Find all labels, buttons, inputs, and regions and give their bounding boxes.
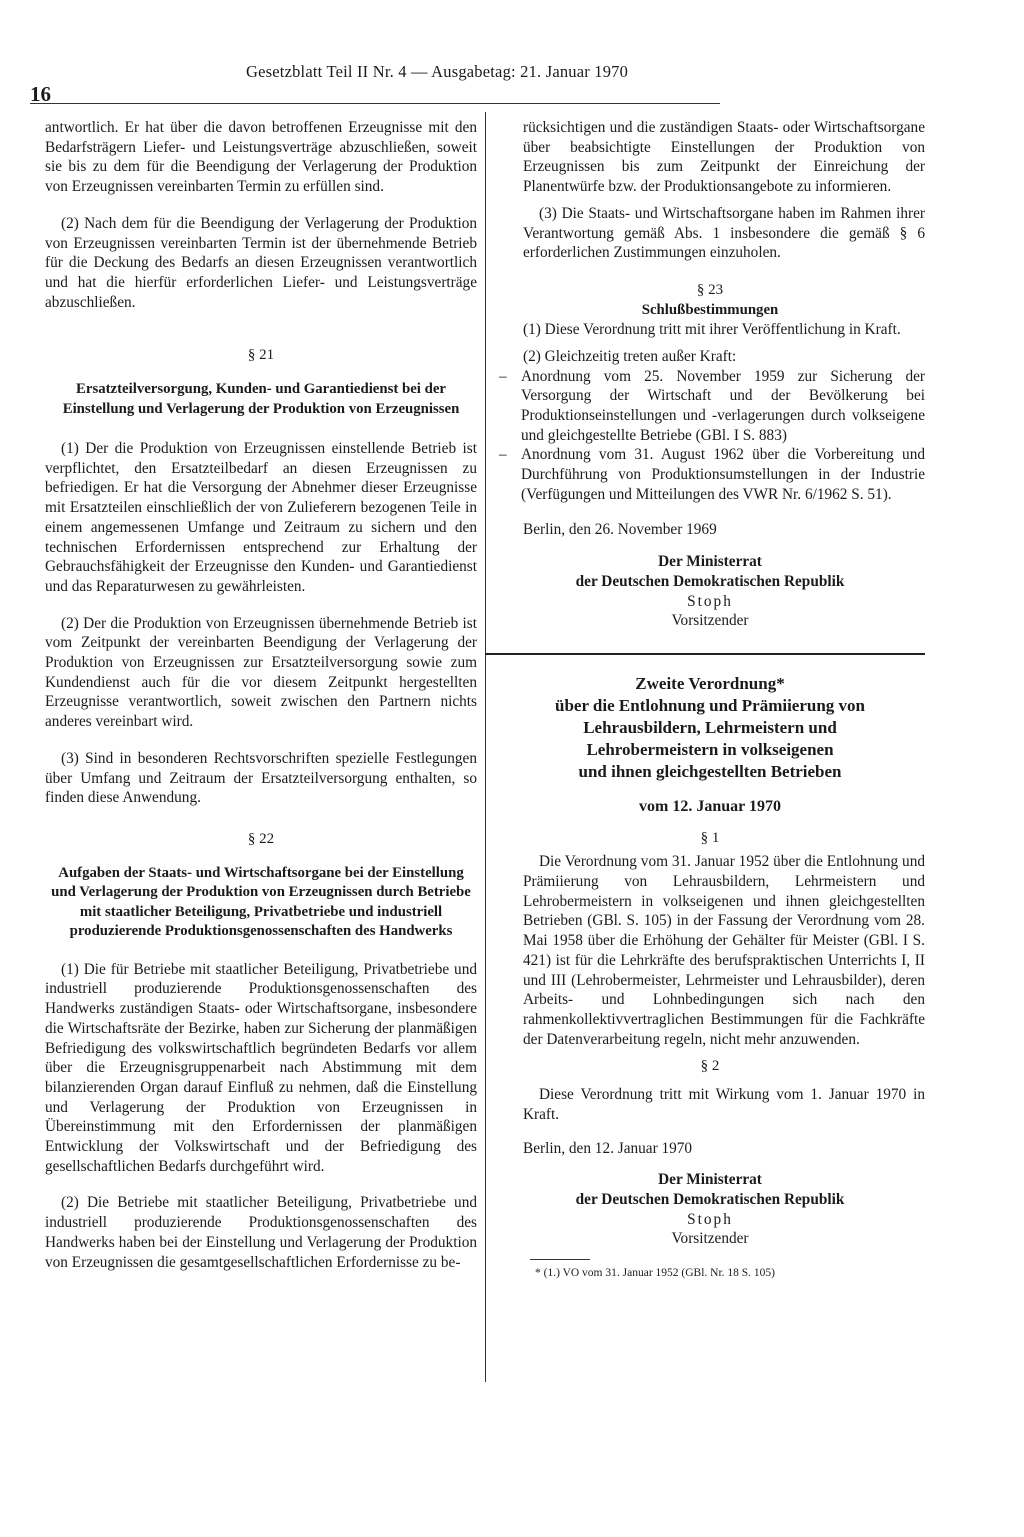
- signature-role: Vorsitzender: [671, 612, 749, 630]
- signature-name: Stoph: [687, 592, 733, 610]
- footnote-rule: [530, 1259, 590, 1260]
- paragraph: (3) Die Staats- und Wirtschaftsorgane haben im Rahmen ihrer Verantwortung gemäß Abs. 1 insbesondere die gemäß § 6 erforderlichen Zustimmungen einzuholen.: [523, 204, 925, 262]
- paragraph: (1) Diese Verordnung tritt mit ihrer Veröffentlichung in Kraft.: [523, 321, 901, 339]
- section-heading: Aufgaben der Staats- und Wirtschaftsorgane bei der Einstellung und Verlagerung der Produktion von Erzeugnissen durch Betriebe mit staatlicher Beteiligung, Privatbetriebe und industriell produzierende Produktionsgenossenschaften des Handwerks: [51, 864, 471, 940]
- title-line: Lehrobermeistern in volkseigenen: [586, 739, 834, 759]
- paragraph: (2) Nach dem für die Beendigung der Verlagerung der Produktion von Erzeugnissen vereinbarten Termin ist der übernehmende Betrieb für die Deckung des Bedarfs an diesen Erzeugnissen verantwortlich und hat die hierfür erforderlichen Liefer- und Leistungsverträge abzuschließen.: [45, 214, 477, 311]
- paragraph: (2) Gleichzeitig treten außer Kraft:: [523, 347, 737, 365]
- signature-org: Der Ministerrat: [658, 553, 762, 571]
- section-number: § 1: [700, 829, 720, 846]
- section-number: § 22: [247, 830, 275, 847]
- left-column: [45, 118, 477, 1272]
- running-title: Gesetzblatt Teil II Nr. 4 — Ausgabetag: 21. Januar 1970: [246, 62, 629, 81]
- footnote: * (1.) VO vom 31. Januar 1952 (GBl. Nr. 18 S. 105): [535, 1267, 775, 1280]
- page-header: [30, 62, 720, 106]
- list-item: – Anordnung vom 25. November 1959 zur Sicherung der Versorgung der Wirtschaft und der Bevölkerung bei Produktionseinstellungen und -verlagerungen durch volkseigene und gleichgestellte Betriebe (GBl. I S. 883): [495, 367, 925, 446]
- paragraph: Die Verordnung vom 31. Januar 1952 über die Entlohnung und Prämiierung von Lehrausbildern, Lehrmeistern und Lehrobermeistern in volkseigenen und ihnen gleichgestellten Betrieben (GBl. S. 105) in der Fassung der Verordnung vom 28. Mai 1958 über die Erhöhung der Gehälter für Meister (GBl. I S. 421) ist für die Lehrkräfte des berufspraktischen Unterrichts I, II und III (Lehrobermeister, Lehrmeister und Lehrausbilder), deren Arbeits- und Lohnbedingungen sich nach den rahmenkollektivvertraglichen Bestimmungen für die Fachkräfte der Datenverarbeitung regeln, nicht mehr anzuwenden.: [523, 853, 925, 1048]
- signature-block: [495, 552, 925, 631]
- list-item: – Anordnung vom 31. August 1962 über die Vorbereitung und Durchführung von Produktionsumstellungen in der Industrie (Verfügungen und Mitteilungen des VWR Nr. 6/1962 S. 51).: [495, 445, 925, 504]
- signature-block: [495, 1170, 925, 1249]
- paragraph-continued: rücksichtigen und die zuständigen Staats- oder Wirtschaftsorgane über beabsichtigte Einstellungen der Produktion von Erzeugnissen bis zum Zeitpunkt der Einreichung der Planentwürfe bzw. der Produktionsangebote zu informieren.: [523, 119, 925, 196]
- paragraph: (1) Der die Produktion von Erzeugnissen einstellende Betrieb ist verpflichtet, den Ersatzteilbedarf an diesen Erzeugnissen zu befriedigen. Er hat die Versorgung der Abnehmer dieser Erzeugnisse mit Ersatzteilen einschließlich der von Zulieferern bezogenen Teile in einem angemessenen Umfange und Zeitraum zu sichern und den technischen Erfordernissen entsprechend zur Erhaltung der Gebrauchsfähigkeit der Erzeugnisse den Kunden- und Garantiedienst und das Reparaturwesen zu gewährleisten.: [45, 440, 477, 595]
- place-date: Berlin, den 26. November 1969: [523, 521, 717, 539]
- page-number: 16: [30, 82, 51, 106]
- right-column: [495, 118, 925, 1284]
- paragraph-continued: antwortlich. Er hat über die davon betroffenen Erzeugnisse mit den Bedarfsträgern Liefer- und Leistungsverträge abzuschließen, soweit sie bis zu dem für die Beendigung der Verlagerung der Produktion von Erzeugnissen vereinbarten Termin zu erfüllen sind.: [45, 119, 477, 196]
- section-rule: [485, 653, 925, 655]
- section-heading: Ersatzteilversorgung, Kunden- und Garantiedienst bei der Einstellung und Verlagerung der Produktion von Erzeugnissen: [62, 381, 460, 417]
- title-line: und ihnen gleichgestellten Betrieben: [578, 761, 842, 781]
- repealed-list: [495, 367, 925, 505]
- place-date: Berlin, den 12. Januar 1970: [523, 1139, 693, 1157]
- signature-org: der Deutschen Demokratischen Republik: [575, 572, 845, 590]
- section-number: § 21: [247, 347, 275, 364]
- paragraph: (1) Die für Betriebe mit staatlicher Beteiligung, Privatbetriebe und industriell produzierende Produktionsgenossenschaften des Handwerks zuständigen Staats- oder Wirtschaftsorgane, insbesondere die Wirtschaftsräte der Bezirke, haben zur Sicherung der planmäßigen Befriedigung des volkswirtschaftlich begründeten Bedarfs vor allem über die Erzeugnisgruppenarbeit nach Abstimmung mit dem bilanzierenden Organ darauf Einfluß zu nehmen, daß die Einstellung und Verlagerung der Produktion von Erzeugnissen in Übereinstimmung mit den Erfordernissen der planmäßigen Entwicklung der Volkswirtschaft und der Befriedigung des gesellschaftlichen Bedarfs durchgeführt wird.: [45, 960, 477, 1175]
- column-divider: [485, 112, 486, 1382]
- signature-role: Vorsitzender: [671, 1230, 749, 1248]
- section-number: § 23: [696, 281, 724, 298]
- ordinance-title: [495, 673, 925, 783]
- paragraph: Diese Verordnung tritt mit Wirkung vom 1. Januar 1970 in Kraft.: [523, 1086, 925, 1123]
- signature-name: Stoph: [687, 1210, 733, 1228]
- title-line: über die Entlohnung und Prämiierung von: [554, 695, 866, 715]
- ordinance-date: vom 12. Januar 1970: [639, 797, 781, 815]
- title-line: Zweite Verordnung*: [635, 673, 785, 693]
- header-rule: [30, 103, 720, 104]
- section-heading: Schlußbestimmungen: [641, 301, 779, 318]
- signature-org: Der Ministerrat: [658, 1171, 762, 1189]
- title-line: Lehrausbildern, Lehrmeistern und: [583, 717, 837, 737]
- paragraph: (2) Der die Produktion von Erzeugnissen übernehmende Betrieb ist vom Zeitpunkt der vereinbarten Beendigung der Verlagerung der Produktion von Erzeugnissen zur Ersatzteilversorgung sowie zum Kundendienst auch für die vor diesem Zeitpunkt hergestellten Erzeugnisse verantwortlich, soweit zwischen den Partnern nichts anderes vereinbart wird.: [45, 614, 477, 731]
- signature-org: der Deutschen Demokratischen Republik: [575, 1190, 845, 1208]
- section-number: § 2: [700, 1058, 720, 1075]
- paragraph: (3) Sind in besonderen Rechtsvorschriften spezielle Festlegungen über Umfang und Zeitraum der Ersatzteilversorgung enthalten, so finden diese Anwendung.: [45, 749, 477, 807]
- paragraph: (2) Die Betriebe mit staatlicher Beteiligung, Privatbetriebe und industriell produzierende Produktionsgenossenschaften des Handwerks haben bei der Einstellung und Verlagerung der Produktion von Erzeugnissen die gesamtgesellschaftlichen Erfordernisse zu be-: [45, 1194, 477, 1271]
